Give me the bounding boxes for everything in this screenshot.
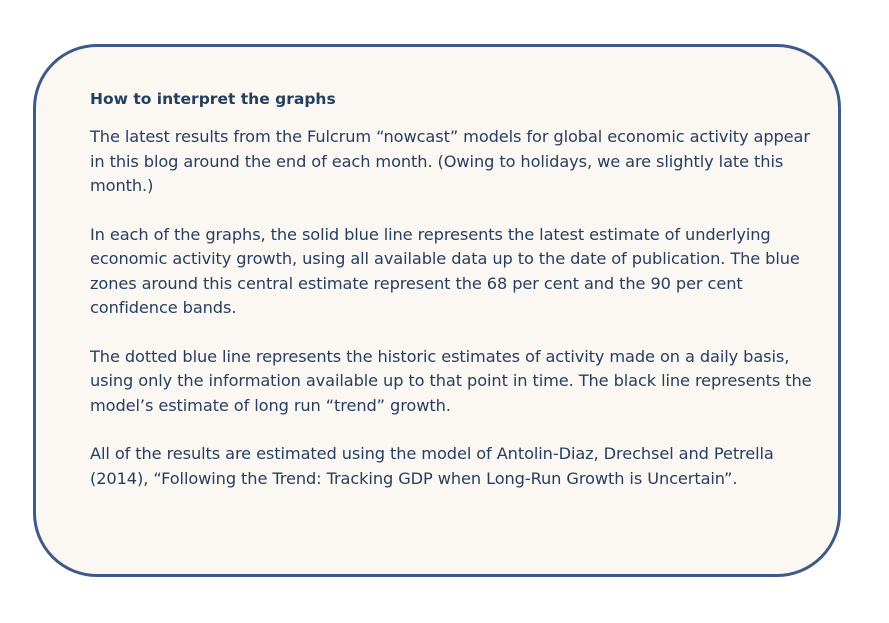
info-box-content [90, 89, 820, 515]
info-box [33, 44, 841, 577]
paragraph-dotted-line: The dotted blue line represents the historic estimates of activity made on a daily basis, using only the information available up to that point in time. The black line represents the model’s estimate of long run “trend” growth. [90, 346, 812, 415]
info-heading: How to interpret the graphs [90, 90, 336, 108]
paragraph-intro: The latest results from the Fulcrum “nowcast” models for global economic activity appear in this blog around the end of each month. (Owing to holidays, we are slightly late this month.) [90, 127, 810, 195]
paragraph-model-reference: All of the results are estimated using the model of Antolin-Diaz, Drechsel and Petrella (2014), “Following the Trend: Tracking GDP when Long-Run Growth is Uncertain”. [90, 444, 774, 488]
paragraph-solid-line: In each of the graphs, the solid blue line represents the latest estimate of underlying economic activity growth, using all available data up to the date of publication. The blue zones around this central estimate represent the 68 per cent and the 90 per cent confidence bands. [90, 224, 800, 317]
